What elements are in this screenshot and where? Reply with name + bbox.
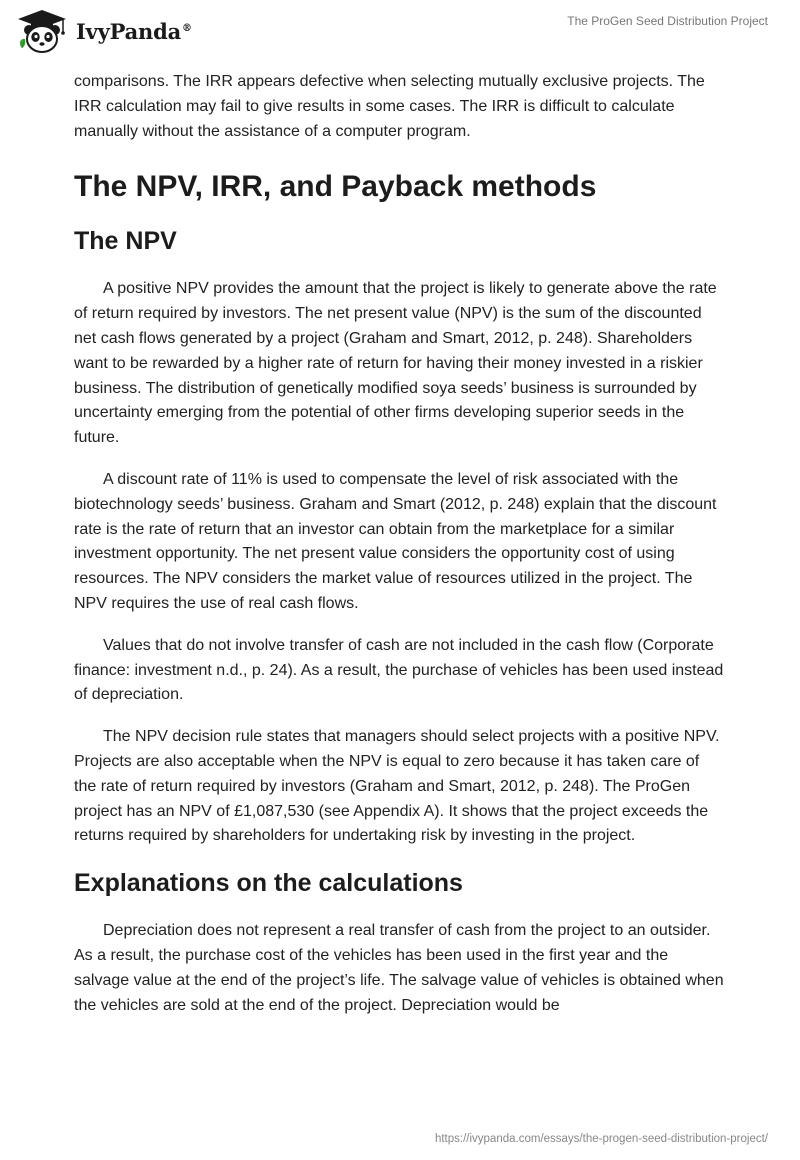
npv-heading: The NPV [74, 227, 177, 256]
explanations-paragraph: Depreciation does not represent a real transfer of cash from the project to an outsider. As a result, the purchase cost of the vehicles has been used in the first year and the salvage value at the end of the project’s life. The salvage value of vehicles is obtained when the vehicles are sold at the end of the project. Depreciation would be [74, 922, 724, 1014]
panda-graduate-icon [14, 8, 70, 54]
page-header [0, 0, 800, 62]
npv-paragraph-2: A discount rate of 11% is used to compensate the level of risk associated with the biotechnology seeds’ business. Graham and Smart (2012, p. 248) explain that the discount rate is the rate of return that an investor can obtain from the marketplace for a similar investment opportunity. The net present value considers the opportunity cost of using resources. The NPV considers the market value of resources utilized in the project. The NPV requires the use of real cash flows. [74, 470, 717, 612]
section-heading: The NPV, IRR, and Payback methods [74, 170, 597, 204]
footer-url[interactable]: https://ivypanda.com/essays/the-progen-seed-distribution-project/ [434, 1133, 768, 1145]
article-body [74, 70, 724, 1018]
ivypanda-logo[interactable] [14, 8, 192, 54]
explanations-heading: Explanations on the calculations [74, 869, 463, 898]
intro-paragraph: comparisons. The IRR appears defective when selecting mutually exclusive projects. The IRR calculation may fail to give results in some cases. The IRR is difficult to calculate manually without the assistance of a computer program. [74, 73, 705, 140]
npv-paragraph-3: Values that do not involve transfer of cash are not included in the cash flow (Corporate finance: investment n.d., p. 24). As a result, the purchase of vehicles has been used instead of depreciation. [74, 636, 724, 704]
logo-wordmark: IvyPanda® [76, 18, 192, 44]
document-title: The ProGen Seed Distribution Project [567, 14, 768, 28]
npv-paragraph-1: A positive NPV provides the amount that the project is likely to generate above the rate of return required by investors. The net present value (NPV) is the sum of the discounted net cash flows generated by a project (Graham and Smart, 2012, p. 248). Shareholders want to be rewarded by a higher rate of return for having their money invested in a riskier business. The distribution of genetically modified soya seeds’ business is surrounded by uncertainty emerging from the potential of other firms developing superior seeds in the future. [74, 280, 717, 447]
npv-paragraph-4: The NPV decision rule states that managers should select projects with a positive NPV. Projects are also acceptable when the NPV is equal to zero because it has taken care of the rate of return required by investors (Graham and Smart, 2012, p. 248). The ProGen project has an NPV of £1,087,530 (see Appendix A). It shows that the project exceeds the returns required by shareholders for undertaking risk by investing in the project. [74, 728, 720, 845]
